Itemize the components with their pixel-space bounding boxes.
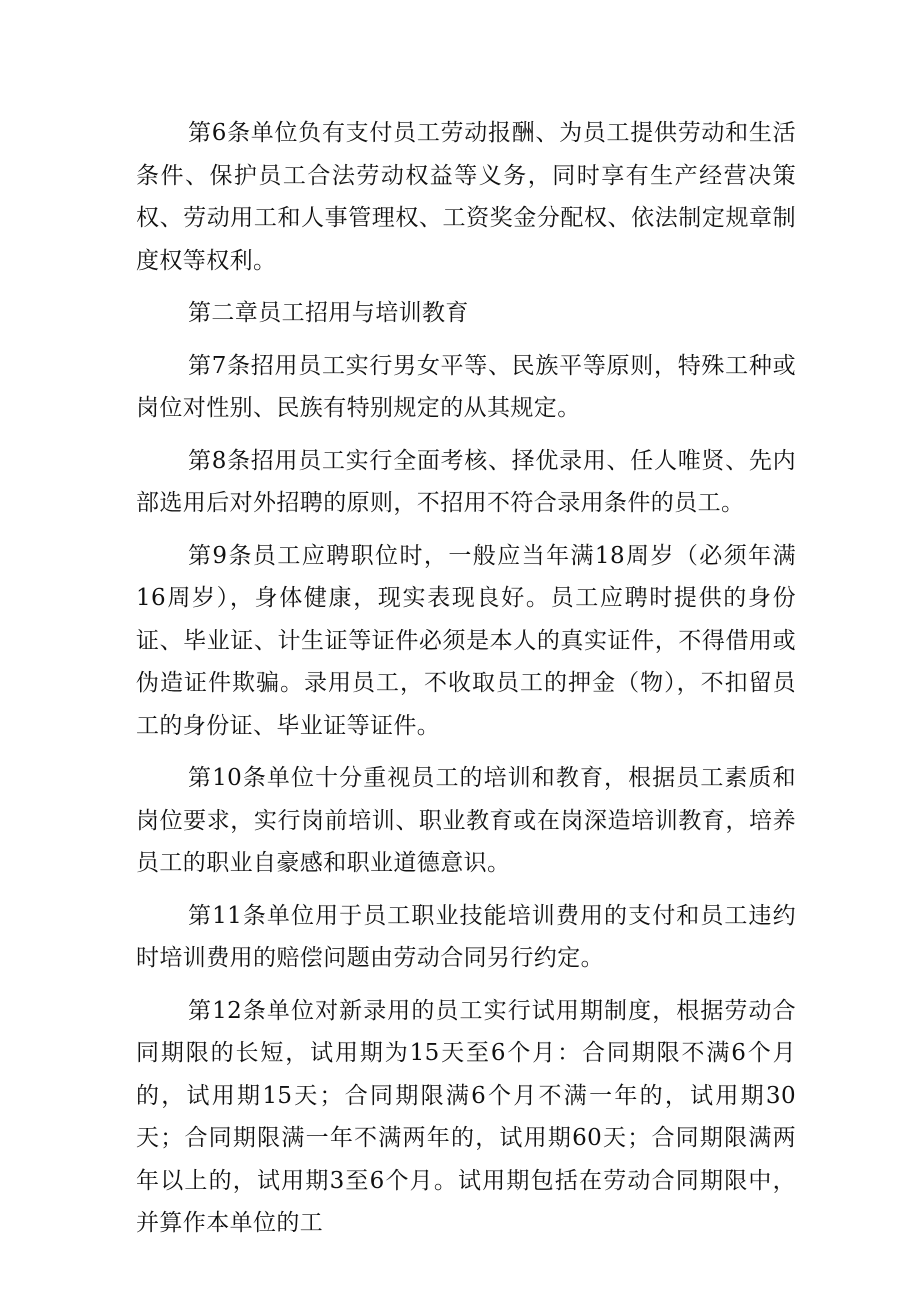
- article-12-paragraph: 第12条单位对新录用的员工实行试用期制度，根据劳动合同期限的长短，试用期为15天至6个月：合同期限不满6个月的，试用期15天；合同期限满6个月不满一年的，试用期30天；合同期限满一年不满两年的，试用期60天；合同期限满两年以上的，试用期3至6个月。试用期包括在劳动合同期限中，并算作本单位的工: [136, 997, 796, 1236]
- article-8-paragraph: 第8条招用员工实行全面考核、择优录用、任人唯贤、先内部选用后对外招聘的原则，不招用不符合录用条件的员工。: [136, 447, 796, 516]
- article-7-paragraph: 第7条招用员工实行男女平等、民族平等原则，特殊工种或岗位对性别、民族有特别规定的从其规定。: [136, 352, 796, 421]
- document-page: [136, 112, 796, 1255]
- article-6-paragraph: 第6条单位负有支付员工劳动报酬、为员工提供劳动和生活条件、保护员工合法劳动权益等义务，同时享有生产经营决策权、劳动用工和人事管理权、工资奖金分配权、依法制定规章制度权等权利。: [136, 120, 796, 274]
- article-9-paragraph: 第9条员工应聘职位时，一般应当年满18周岁（必须年满16周岁），身体健康，现实表现良好。员工应聘时提供的身份证、毕业证、计生证等证件必须是本人的真实证件，不得借用或伪造证件欺骗。录用员工，不收取员工的押金（物），不扣留员工的身份证、毕业证等证件。: [136, 542, 796, 739]
- chapter-2-heading: 第二章员工招用与培训教育: [188, 300, 469, 326]
- article-11-paragraph: 第11条单位用于员工职业技能培训费用的支付和员工违约时培训费用的赔偿问题由劳动合同另行约定。: [136, 902, 796, 971]
- article-10-paragraph: 第10条单位十分重视员工的培训和教育，根据员工素质和岗位要求，实行岗前培训、职业教育或在岗深造培训教育，培养员工的职业自豪感和职业道德意识。: [136, 765, 796, 876]
